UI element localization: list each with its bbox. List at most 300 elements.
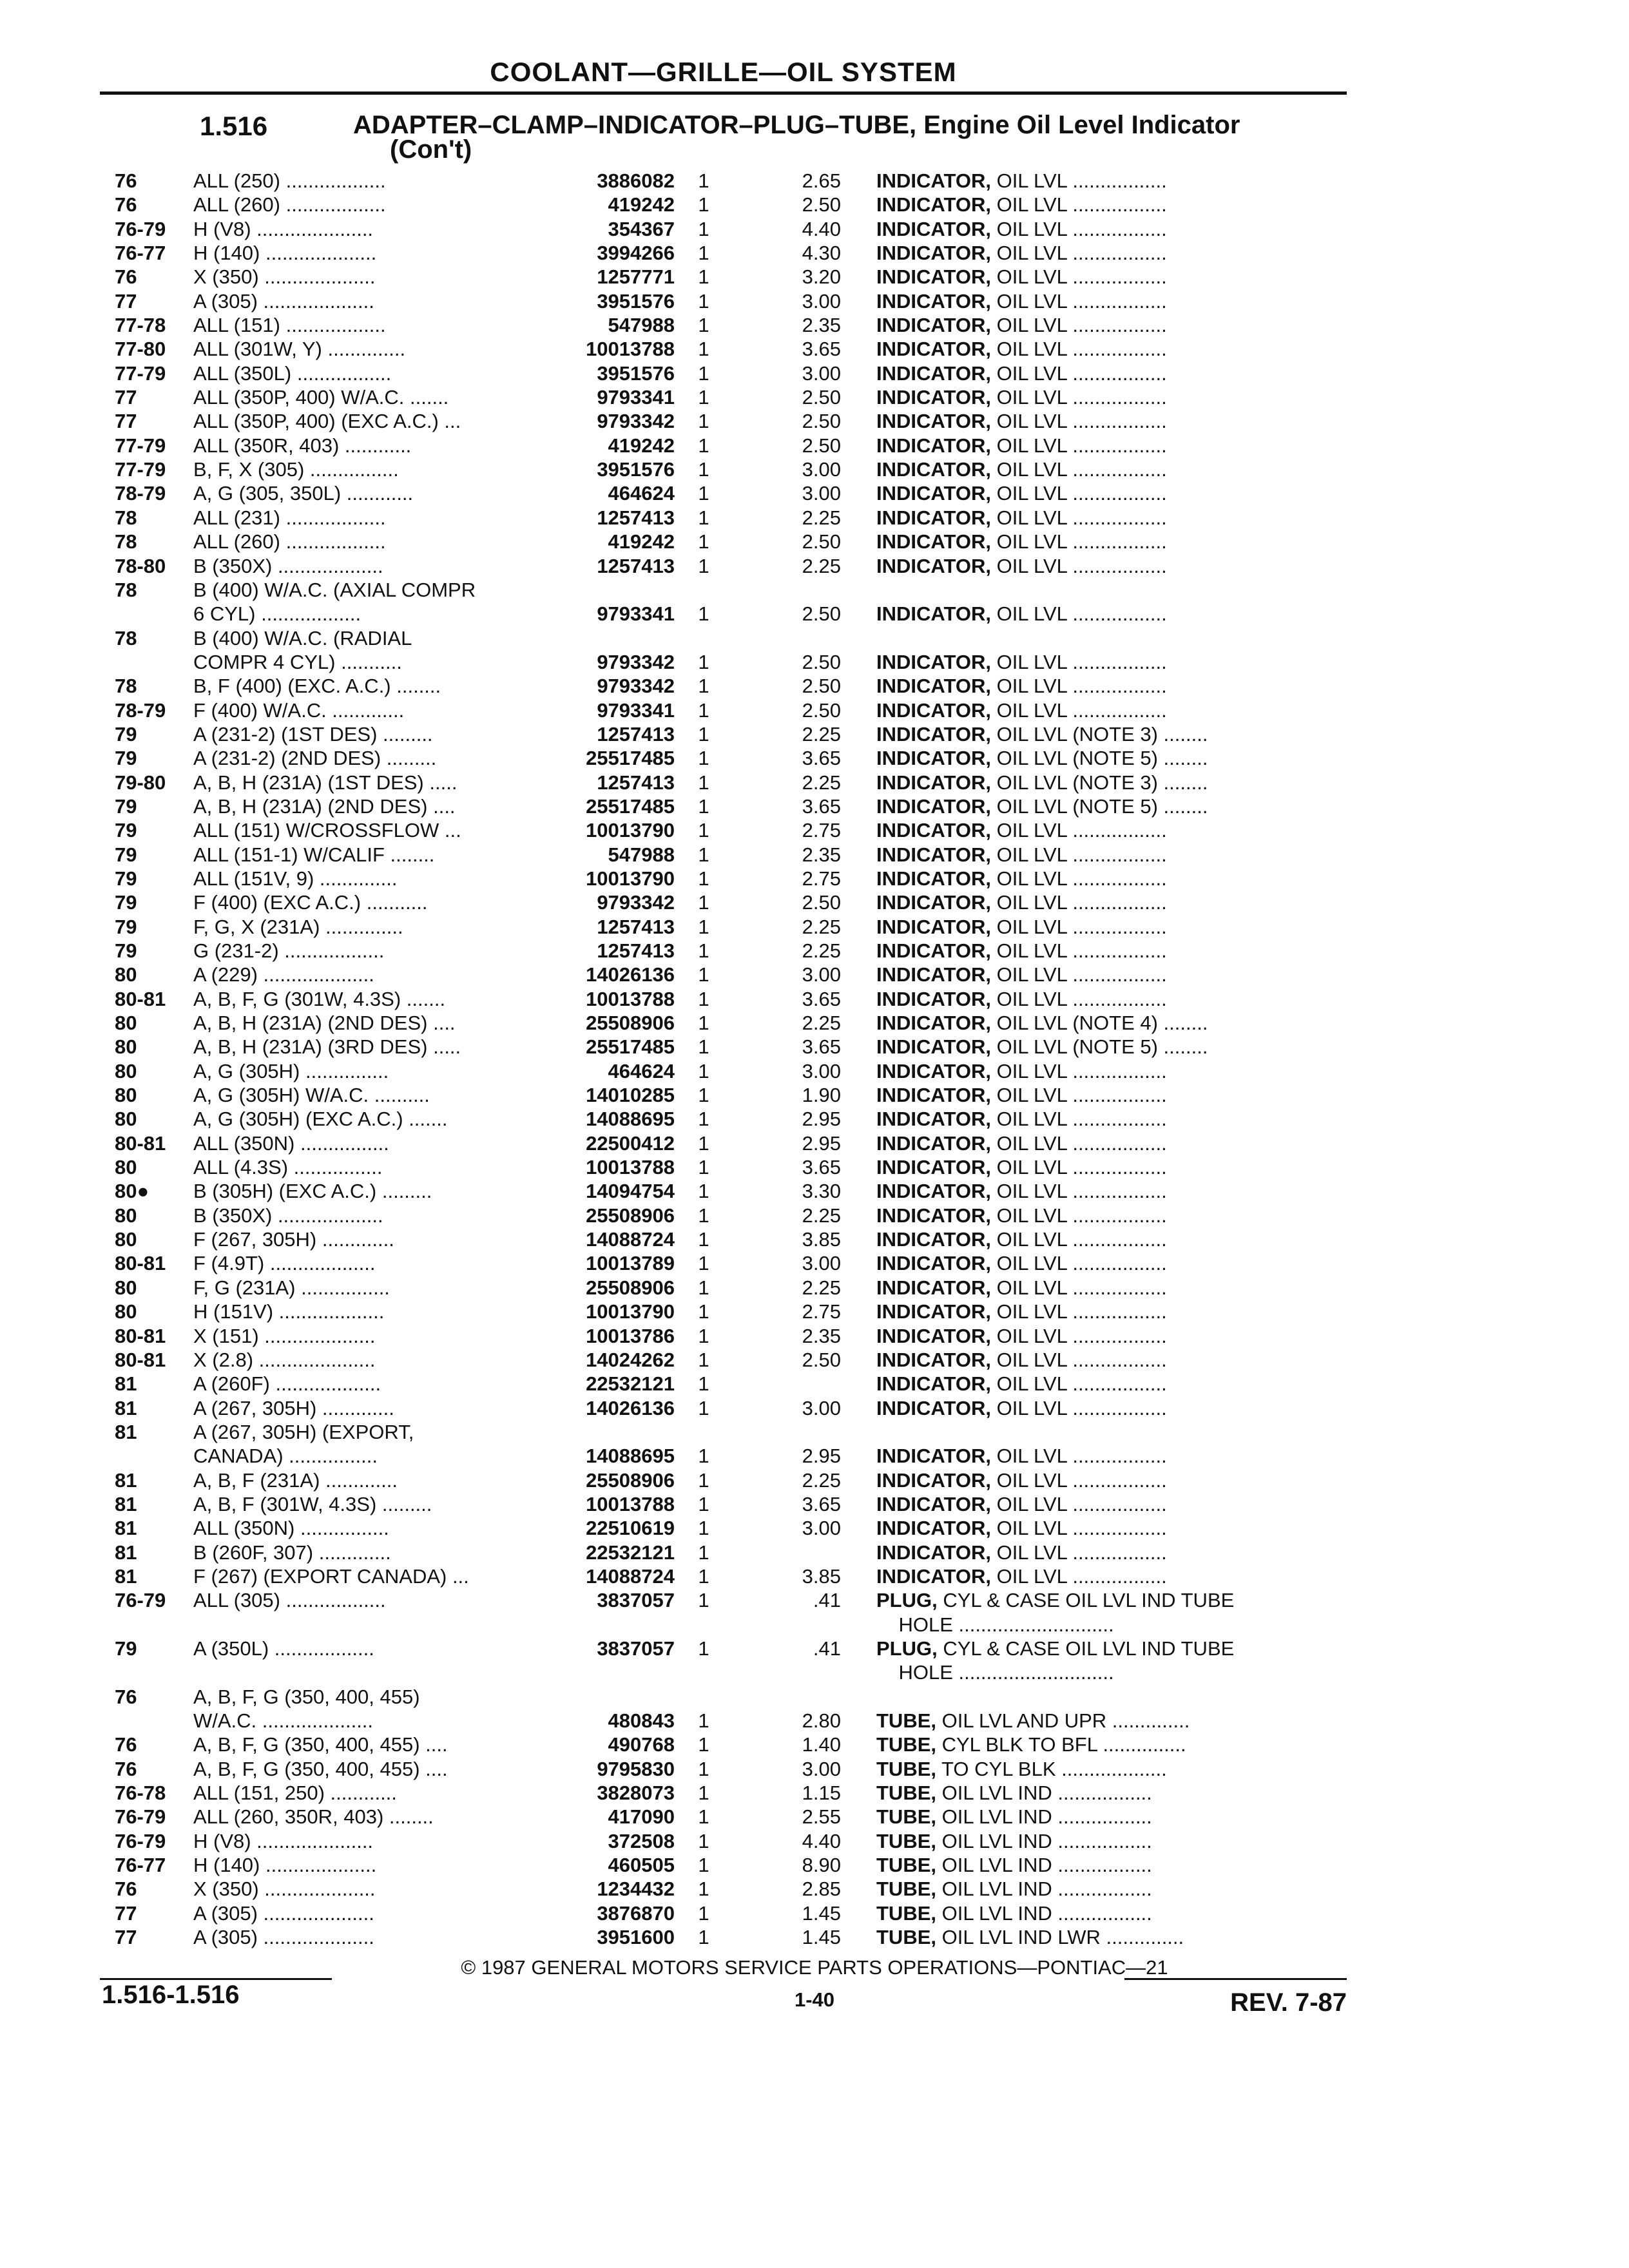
description: [876, 915, 1337, 939]
description-detail: OIL LVL IND .................: [936, 1782, 1152, 1805]
part-number: 3886082: [597, 169, 675, 192]
list-item: [0, 1204, 1629, 1227]
description-noun: INDICATOR,: [876, 410, 991, 433]
list-item: [0, 409, 1629, 433]
part-number: 464624: [608, 1059, 675, 1082]
price: 2.50: [802, 891, 841, 914]
part-number: 25508906: [586, 1012, 675, 1035]
description: [876, 1925, 1337, 1949]
description: [876, 1733, 1337, 1756]
application: ALL (151, 250) ............: [193, 1782, 397, 1805]
description: [876, 1324, 1337, 1348]
price: 4.40: [802, 217, 841, 240]
application: A, G (305H) W/A.C. ..........: [193, 1084, 430, 1107]
description-detail: OIL LVL IND .................: [936, 1854, 1152, 1877]
application: A (229) ....................: [193, 963, 374, 986]
quantity: 1: [698, 1878, 709, 1901]
application: ALL (260, 350R, 403) ........: [193, 1805, 434, 1829]
description-detail: TO CYL BLK ...................: [936, 1757, 1167, 1780]
list-item: [0, 1107, 1629, 1131]
description-noun: TUBE,: [876, 1901, 936, 1925]
description: [876, 939, 1337, 963]
price: .41: [813, 1589, 841, 1612]
list-item: [0, 1637, 1629, 1660]
quantity: 1: [698, 1180, 709, 1203]
price: 2.50: [802, 193, 841, 216]
description-noun: INDICATOR,: [876, 386, 991, 409]
application: A (267, 305H) (EXPORT,: [193, 1420, 414, 1443]
description-noun: TUBE,: [876, 1782, 936, 1805]
description-noun: INDICATOR,: [876, 698, 991, 722]
model-year: 79-80: [115, 771, 166, 794]
quantity: 1: [698, 771, 709, 794]
list-item: [0, 915, 1629, 939]
list-item: [0, 1733, 1629, 1756]
description-noun: INDICATOR,: [876, 193, 991, 216]
description: [876, 1107, 1337, 1131]
part-number: 3951576: [597, 289, 675, 312]
description-noun: INDICATOR,: [876, 1204, 991, 1227]
description-noun: INDICATOR,: [876, 1541, 991, 1564]
part-number: 9793342: [597, 650, 675, 673]
list-item: [0, 818, 1629, 842]
description: [876, 1588, 1337, 1612]
application: F (267) (EXPORT CANADA) ...: [193, 1564, 469, 1588]
price: 4.40: [802, 1829, 841, 1852]
model-year: 77-79: [115, 458, 166, 481]
description: [876, 722, 1337, 746]
price: 3.00: [802, 361, 841, 385]
application: H (V8) .....................: [193, 1829, 374, 1852]
description: [876, 1877, 1337, 1901]
list-item: [0, 1901, 1629, 1925]
list-item: [0, 361, 1629, 385]
application: F (4.9T) ...................: [193, 1252, 376, 1275]
quantity: 1: [698, 1204, 709, 1227]
description-noun: INDICATOR,: [876, 530, 991, 553]
list-item: [0, 313, 1629, 337]
description-detail: OIL LVL .................: [990, 338, 1167, 361]
list-item: [0, 843, 1629, 867]
list-item: [0, 650, 1629, 674]
quantity: 1: [698, 675, 709, 698]
description-detail: OIL LVL .................: [990, 1228, 1167, 1251]
application: A, B, H (231A) (1ST DES) .....: [193, 771, 458, 794]
model-year: 79: [115, 747, 137, 770]
quantity: 1: [698, 1854, 709, 1877]
model-year: 80: [115, 1012, 137, 1035]
quantity: 1: [698, 1156, 709, 1179]
description-detail: OIL LVL .................: [990, 386, 1167, 409]
description-detail: OIL LVL .................: [990, 458, 1167, 481]
application: ALL (231) ..................: [193, 506, 386, 529]
list-item: [0, 1853, 1629, 1877]
list-item: [0, 1516, 1629, 1540]
description-detail: HOLE ............................: [876, 1613, 1114, 1636]
description-detail: OIL LVL .................: [990, 242, 1167, 265]
part-number: 10013788: [586, 1156, 675, 1179]
description-detail: OIL LVL .................: [990, 1180, 1167, 1203]
model-year: 76: [115, 193, 137, 216]
application: ALL (350P, 400) W/A.C. .......: [193, 386, 449, 409]
price: 3.00: [802, 1757, 841, 1780]
model-year: 80: [115, 1276, 137, 1299]
list-item: [0, 1805, 1629, 1829]
description-noun: INDICATOR,: [876, 169, 991, 192]
description-detail: OIL LVL IND .................: [936, 1878, 1152, 1901]
description: [876, 818, 1337, 842]
list-item: [0, 1372, 1629, 1396]
part-number: 3951576: [597, 361, 675, 385]
quantity: 1: [698, 1059, 709, 1082]
quantity: 1: [698, 169, 709, 192]
quantity: 1: [698, 819, 709, 842]
list-item: [0, 867, 1629, 890]
list-item: [0, 1757, 1629, 1781]
description: [876, 1059, 1337, 1083]
list-item: [0, 602, 1629, 626]
description-detail: OIL LVL .................: [990, 1204, 1167, 1227]
part-number: 417090: [608, 1805, 675, 1829]
model-year: 76: [115, 265, 137, 289]
list-item: [0, 385, 1629, 409]
price: 2.25: [802, 939, 841, 962]
description-noun: INDICATOR,: [876, 554, 991, 577]
description-detail: OIL LVL IND .................: [936, 1829, 1152, 1852]
model-year: 79: [115, 794, 137, 818]
list-item: [0, 265, 1629, 289]
description-noun: INDICATOR,: [876, 987, 991, 1010]
description-noun: INDICATOR,: [876, 1012, 991, 1035]
description: [876, 843, 1337, 867]
description-detail: OIL LVL .................: [990, 1348, 1167, 1371]
description-detail: OIL LVL .................: [990, 891, 1167, 914]
description-detail: OIL LVL .................: [990, 1156, 1167, 1179]
list-item: [0, 217, 1629, 241]
list-item: [0, 193, 1629, 216]
model-year: 80-81: [115, 987, 166, 1010]
quantity: 1: [698, 554, 709, 577]
description-noun: INDICATOR,: [876, 1564, 991, 1588]
description-detail: OIL LVL .................: [990, 843, 1167, 866]
application: A (231-2) (2ND DES) .........: [193, 747, 437, 770]
quantity: 1: [698, 1564, 709, 1588]
application: ALL (305) ..................: [193, 1589, 386, 1612]
application: F (267, 305H) .............: [193, 1228, 394, 1251]
section-continued: (Con't): [390, 135, 472, 164]
quantity: 1: [698, 722, 709, 745]
model-year: 80: [115, 1108, 137, 1131]
quantity: 1: [698, 650, 709, 673]
description-detail: OIL LVL .................: [990, 217, 1167, 240]
quantity: 1: [698, 963, 709, 986]
description-detail: OIL LVL .................: [990, 193, 1167, 216]
application: A, B, F, G (350, 400, 455) ....: [193, 1757, 448, 1780]
description-noun: INDICATOR,: [876, 1324, 991, 1347]
description: [876, 457, 1337, 481]
description: [876, 746, 1337, 770]
list-item: [0, 722, 1629, 746]
application: ALL (350P, 400) (EXC A.C.) ...: [193, 410, 461, 433]
description-detail: OIL LVL .................: [990, 434, 1167, 457]
quantity: 1: [698, 1589, 709, 1612]
application: X (350) ....................: [193, 265, 376, 289]
model-year: 77: [115, 386, 137, 409]
part-number: 14088724: [586, 1564, 675, 1588]
description: [876, 1781, 1337, 1805]
application: W/A.C. ....................: [193, 1709, 374, 1732]
quantity: 1: [698, 1637, 709, 1660]
description-noun: INDICATOR,: [876, 939, 991, 962]
quantity: 1: [698, 242, 709, 265]
description: [876, 530, 1337, 553]
part-number: 3951600: [597, 1926, 675, 1949]
part-number: 25508906: [586, 1204, 675, 1227]
part-number: 14026136: [586, 963, 675, 986]
description-detail: OIL LVL .................: [990, 361, 1167, 385]
model-year: 77: [115, 1901, 137, 1925]
description-noun: INDICATOR,: [876, 891, 991, 914]
price: 2.50: [802, 675, 841, 698]
model-year: 80: [115, 1084, 137, 1107]
price: 3.00: [802, 1059, 841, 1082]
price: 3.85: [802, 1564, 841, 1588]
list-item: [0, 1564, 1629, 1588]
model-year: 77: [115, 1926, 137, 1949]
description-detail: OIL LVL .................: [990, 987, 1167, 1010]
quantity: 1: [698, 1829, 709, 1852]
list-item: [0, 1300, 1629, 1323]
application: H (140) ....................: [193, 242, 377, 265]
price: 2.80: [802, 1709, 841, 1732]
application: ALL (260) ..................: [193, 193, 386, 216]
model-year: 78-80: [115, 554, 166, 577]
model-year: 78: [115, 626, 137, 649]
description: [876, 481, 1337, 505]
description-detail: OIL LVL IND .................: [936, 1901, 1152, 1925]
model-year: 79: [115, 722, 137, 745]
price: 3.00: [802, 458, 841, 481]
description-detail: CYL & CASE OIL LVL IND TUBE: [937, 1589, 1235, 1612]
list-item: [0, 1685, 1629, 1709]
description: [876, 1709, 1337, 1733]
list-item: [0, 1468, 1629, 1492]
model-year: 79: [115, 939, 137, 962]
price: 3.00: [802, 963, 841, 986]
description: [876, 193, 1337, 216]
description-noun: INDICATOR,: [876, 747, 991, 770]
description-noun: INDICATOR,: [876, 217, 991, 240]
price: 3.30: [802, 1180, 841, 1203]
part-number: 22510619: [586, 1517, 675, 1540]
description-noun: TUBE,: [876, 1878, 936, 1901]
list-item: [0, 554, 1629, 578]
description-detail: OIL LVL (NOTE 5) ........: [990, 747, 1208, 770]
list-item: [0, 1179, 1629, 1203]
description-detail: OIL LVL .................: [990, 1300, 1167, 1323]
model-year: 76: [115, 1757, 137, 1780]
price: 2.25: [802, 915, 841, 938]
description-detail: OIL LVL .................: [990, 530, 1167, 553]
quantity: 1: [698, 361, 709, 385]
part-number: 14088724: [586, 1228, 675, 1251]
description-detail: OIL LVL .................: [990, 1445, 1167, 1468]
price: 2.25: [802, 554, 841, 577]
application: A, B, H (231A) (3RD DES) .....: [193, 1035, 461, 1059]
model-year: 80●: [115, 1180, 149, 1203]
application: B (350X) ...................: [193, 554, 383, 577]
list-item: [0, 1492, 1629, 1516]
description: [876, 674, 1337, 698]
model-year: 76-79: [115, 217, 166, 240]
model-year: 81: [115, 1396, 137, 1419]
description: [876, 1083, 1337, 1107]
list-item: [0, 1709, 1629, 1733]
price: 2.50: [802, 650, 841, 673]
description: [876, 1492, 1337, 1516]
description-detail: OIL LVL IND .................: [936, 1805, 1152, 1829]
part-number: 10013788: [586, 987, 675, 1010]
model-year: 76: [115, 1878, 137, 1901]
description: [876, 409, 1337, 433]
model-year: 81: [115, 1420, 137, 1443]
part-number: 9793341: [597, 386, 675, 409]
part-number: 464624: [608, 482, 675, 505]
description-detail: OIL LVL .................: [990, 819, 1167, 842]
application: A, B, F, G (350, 400, 455) ....: [193, 1733, 448, 1756]
description: [876, 1805, 1337, 1829]
part-number: 354367: [608, 217, 675, 240]
description-detail: OIL LVL .................: [990, 554, 1167, 577]
description: [876, 1468, 1337, 1492]
model-year: 80-81: [115, 1324, 166, 1347]
price: 3.65: [802, 1035, 841, 1059]
description-noun: INDICATOR,: [876, 722, 991, 745]
description: [876, 1637, 1337, 1660]
price: 1.45: [802, 1926, 841, 1949]
price: 2.50: [802, 434, 841, 457]
description: [876, 867, 1337, 890]
description: [876, 1516, 1337, 1540]
list-item: [0, 771, 1629, 794]
price: 3.00: [802, 1252, 841, 1275]
description: [876, 890, 1337, 914]
description-detail: OIL LVL .................: [990, 1564, 1167, 1588]
part-number: 9793342: [597, 891, 675, 914]
quantity: 1: [698, 1372, 709, 1396]
price: 8.90: [802, 1854, 841, 1877]
list-item: [0, 241, 1629, 265]
price: 2.50: [802, 698, 841, 722]
description-detail: OIL LVL .................: [990, 169, 1167, 192]
quantity: 1: [698, 1348, 709, 1371]
description: [876, 1251, 1337, 1275]
part-number: 3876870: [597, 1901, 675, 1925]
section-range: 1.516-1.516: [102, 1981, 240, 2009]
quantity: 1: [698, 1468, 709, 1492]
application: ALL (350L) .................: [193, 361, 392, 385]
application: H (151V) ...................: [193, 1300, 385, 1323]
application: X (151) ....................: [193, 1324, 376, 1347]
description-detail: OIL LVL .................: [990, 1324, 1167, 1347]
quantity: 1: [698, 987, 709, 1010]
model-year: 78: [115, 506, 137, 529]
model-year: 79: [115, 843, 137, 866]
description: [876, 1276, 1337, 1300]
quantity: 1: [698, 867, 709, 890]
description-detail: OIL LVL .................: [990, 1059, 1167, 1082]
description-noun: INDICATOR,: [876, 963, 991, 986]
list-item: [0, 1588, 1629, 1612]
description-detail: OIL LVL .................: [990, 410, 1167, 433]
price: 1.90: [802, 1084, 841, 1107]
application: ALL (151V, 9) ..............: [193, 867, 398, 890]
part-number: 10013789: [586, 1252, 675, 1275]
description-noun: INDICATOR,: [876, 289, 991, 312]
model-year: 79: [115, 915, 137, 938]
application: A (305) ....................: [193, 289, 374, 312]
quantity: 1: [698, 1228, 709, 1251]
description-detail: OIL LVL .................: [990, 265, 1167, 289]
model-year: 80: [115, 1300, 137, 1323]
list-item: [0, 1348, 1629, 1372]
part-number: 10013788: [586, 338, 675, 361]
description-detail: OIL LVL IND LWR ..............: [936, 1926, 1184, 1949]
description: [876, 1901, 1337, 1925]
description-noun: INDICATOR,: [876, 843, 991, 866]
price: 2.75: [802, 867, 841, 890]
description-noun: PLUG,: [876, 1589, 938, 1612]
list-item: [0, 337, 1629, 361]
part-number: 14094754: [586, 1180, 675, 1203]
price: 1.40: [802, 1733, 841, 1756]
description-detail: OIL LVL .................: [990, 506, 1167, 529]
model-year: 81: [115, 1468, 137, 1492]
quantity: 1: [698, 289, 709, 312]
price: 3.20: [802, 265, 841, 289]
quantity: 1: [698, 794, 709, 818]
price: .41: [813, 1637, 841, 1660]
part-number: 14088695: [586, 1445, 675, 1468]
part-number: 14024262: [586, 1348, 675, 1371]
description: [876, 289, 1337, 313]
description-detail: OIL LVL (NOTE 3) ........: [990, 722, 1208, 745]
price: 3.00: [802, 289, 841, 312]
list-item: [0, 674, 1629, 698]
description: [876, 650, 1337, 674]
part-number: 1257413: [597, 939, 675, 962]
description-noun: INDICATOR,: [876, 1084, 991, 1107]
description-noun: INDICATOR,: [876, 1035, 991, 1059]
description-noun: INDICATOR,: [876, 482, 991, 505]
application: ALL (350N) ................: [193, 1517, 389, 1540]
price: 3.85: [802, 1228, 841, 1251]
application: G (231-2) ..................: [193, 939, 385, 962]
copyright-line: © 1987 GENERAL MOTORS SERVICE PARTS OPERATIONS—PONTIAC—21: [461, 1956, 1168, 1979]
list-item: [0, 1251, 1629, 1275]
description: [876, 698, 1337, 722]
part-number: 1257413: [597, 722, 675, 745]
model-year: 80-81: [115, 1348, 166, 1371]
description: [876, 1541, 1337, 1564]
description: [876, 1300, 1337, 1323]
list-item: [0, 1035, 1629, 1059]
description-noun: INDICATOR,: [876, 867, 991, 890]
application: A (305) ....................: [193, 1901, 374, 1925]
quantity: 1: [698, 1252, 709, 1275]
model-year: 78: [115, 530, 137, 553]
description: [876, 361, 1337, 385]
